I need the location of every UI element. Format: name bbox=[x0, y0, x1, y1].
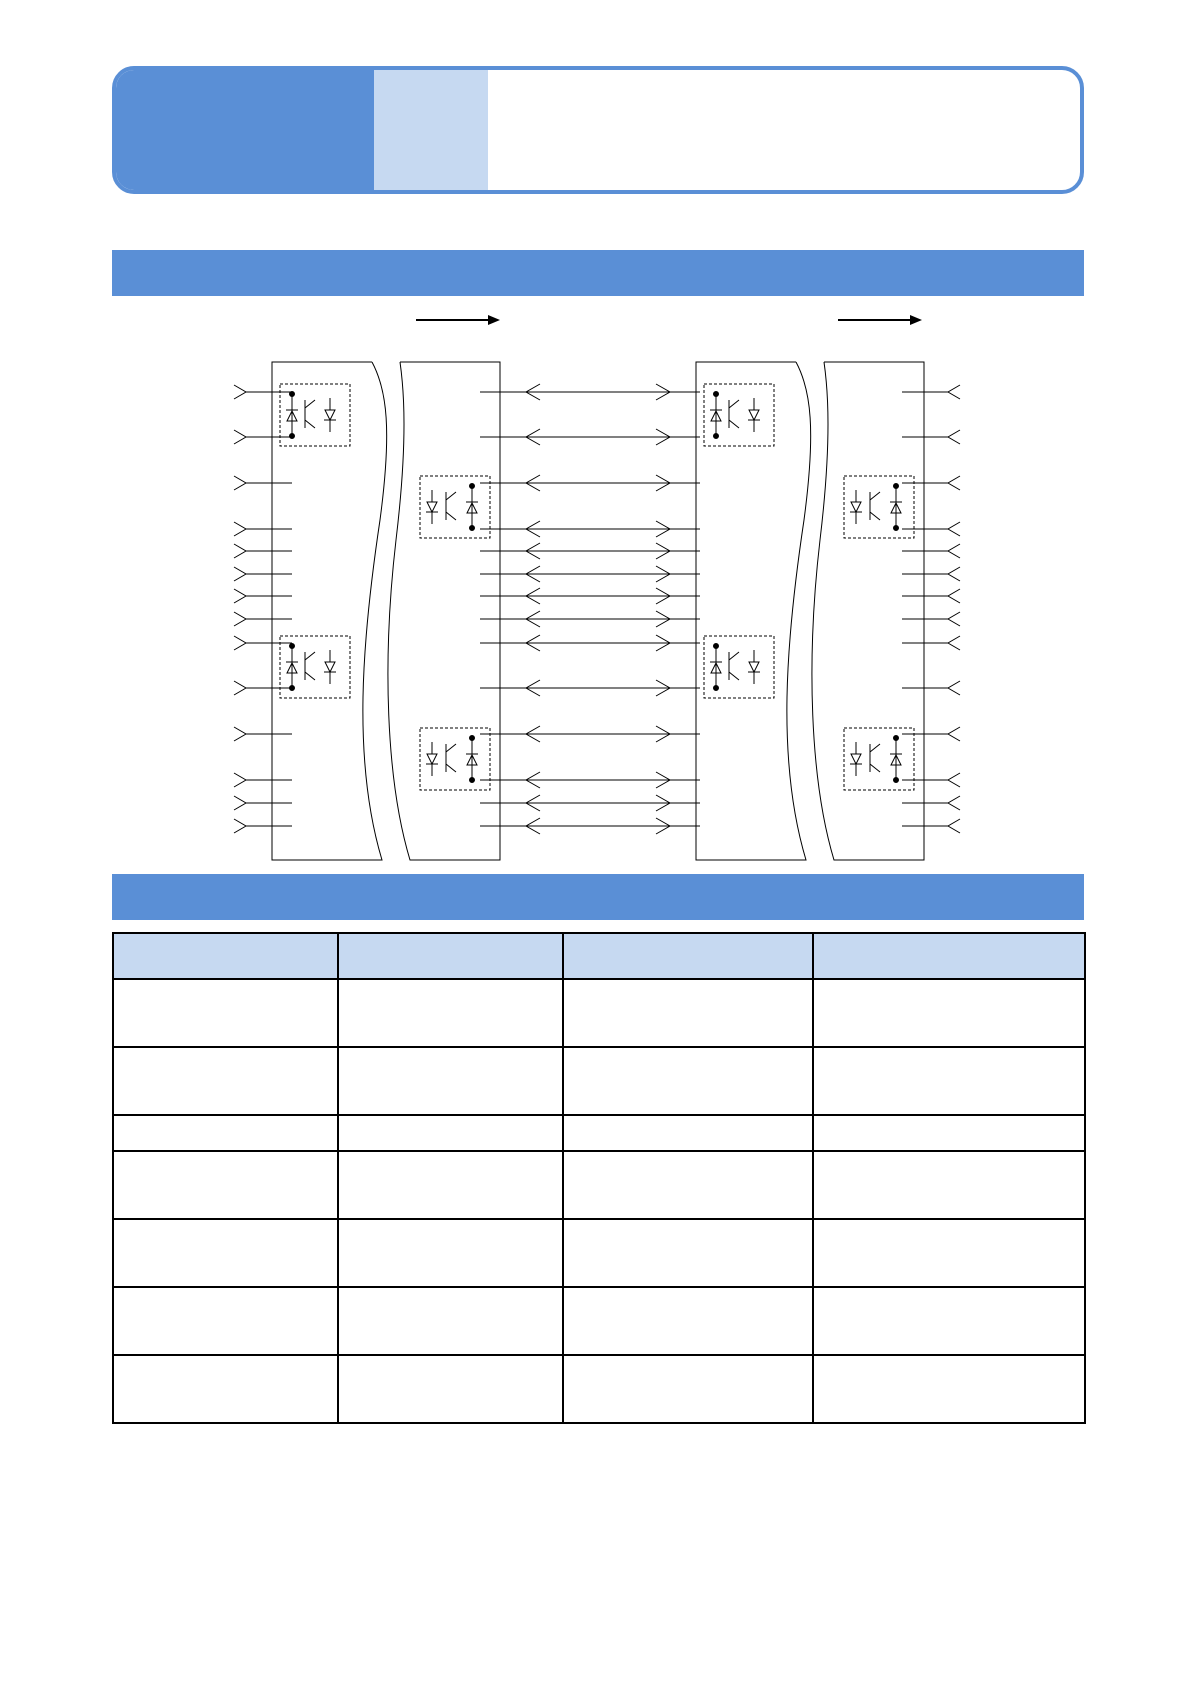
table-cell bbox=[563, 1219, 813, 1287]
diode-symbol bbox=[749, 410, 759, 420]
junction-dot bbox=[290, 434, 295, 439]
junction-dot bbox=[894, 778, 899, 783]
pin-chevron bbox=[234, 476, 246, 490]
phototransistor bbox=[305, 652, 315, 680]
junction-dot bbox=[470, 526, 475, 531]
arrow-head bbox=[488, 315, 500, 325]
arrow-head bbox=[910, 315, 922, 325]
pin-chevron bbox=[948, 567, 960, 581]
table-row bbox=[113, 1151, 1085, 1219]
phototransistor bbox=[870, 492, 880, 520]
table-cell bbox=[113, 1287, 338, 1355]
phototransistor bbox=[446, 492, 456, 520]
pin-chevron bbox=[948, 612, 960, 626]
junction-dot bbox=[714, 392, 719, 397]
pin-chevron bbox=[948, 430, 960, 444]
table-cell bbox=[113, 979, 338, 1047]
column-header bbox=[563, 933, 813, 979]
pin-chevron bbox=[948, 522, 960, 536]
diagram-lines bbox=[234, 315, 960, 860]
section-bar-specifications bbox=[112, 874, 1084, 920]
table-cell bbox=[338, 1151, 563, 1219]
table-cell bbox=[563, 979, 813, 1047]
pin-chevron bbox=[948, 796, 960, 810]
diode-symbol bbox=[851, 754, 861, 764]
pin-chevron bbox=[948, 681, 960, 695]
pin-chevron bbox=[234, 544, 246, 558]
pin-chevron bbox=[948, 773, 960, 787]
pin-chevron bbox=[234, 385, 246, 399]
table-cell bbox=[338, 1047, 563, 1115]
table-cell bbox=[338, 1355, 563, 1423]
pin-chevron bbox=[948, 636, 960, 650]
table-cell bbox=[113, 1355, 338, 1423]
table-header-row bbox=[113, 933, 1085, 979]
pin-chevron bbox=[234, 727, 246, 741]
column-header bbox=[113, 933, 338, 979]
optocoupler-box bbox=[420, 476, 490, 538]
optocoupler-box bbox=[420, 728, 490, 790]
table-cell bbox=[113, 1115, 338, 1151]
junction-dot bbox=[894, 484, 899, 489]
pin-chevron bbox=[948, 589, 960, 603]
junction-dot bbox=[470, 736, 475, 741]
pin-chevron bbox=[234, 522, 246, 536]
table-row bbox=[113, 1287, 1085, 1355]
junction-dot bbox=[714, 434, 719, 439]
diode-symbol bbox=[427, 502, 437, 512]
phototransistor bbox=[305, 400, 315, 428]
junction-dot bbox=[470, 778, 475, 783]
diode-symbol bbox=[749, 662, 759, 672]
pin-chevron bbox=[948, 819, 960, 833]
pin-chevron bbox=[234, 819, 246, 833]
pin-chevron bbox=[948, 727, 960, 741]
table-cell bbox=[338, 1115, 563, 1151]
table-row bbox=[113, 1115, 1085, 1151]
table-cell bbox=[563, 1047, 813, 1115]
pin-chevron bbox=[234, 773, 246, 787]
diode-symbol bbox=[851, 502, 861, 512]
pin-chevron bbox=[234, 430, 246, 444]
pin-chevron bbox=[948, 544, 960, 558]
table-cell bbox=[563, 1287, 813, 1355]
table-cell bbox=[563, 1115, 813, 1151]
diode-symbol bbox=[325, 662, 335, 672]
junction-dot bbox=[470, 484, 475, 489]
diode-symbol bbox=[325, 410, 335, 420]
pin-chevron bbox=[234, 589, 246, 603]
pin-chevron bbox=[234, 567, 246, 581]
table-cell bbox=[813, 979, 1085, 1047]
phototransistor bbox=[729, 400, 739, 428]
junction-dot bbox=[290, 644, 295, 649]
junction-dot bbox=[894, 526, 899, 531]
table-cell bbox=[563, 1151, 813, 1219]
junction-dot bbox=[714, 686, 719, 691]
table-cell bbox=[813, 1355, 1085, 1423]
pin-chevron bbox=[234, 636, 246, 650]
junction-dot bbox=[894, 736, 899, 741]
table-cell bbox=[813, 1047, 1085, 1115]
phototransistor bbox=[446, 744, 456, 772]
column-header bbox=[813, 933, 1085, 979]
table-cell bbox=[338, 1287, 563, 1355]
pin-chevron bbox=[234, 612, 246, 626]
table-cell bbox=[813, 1219, 1085, 1287]
table-cell bbox=[813, 1151, 1085, 1219]
pin-chevron bbox=[948, 385, 960, 399]
pin-chevron bbox=[948, 476, 960, 490]
table-cell bbox=[338, 1219, 563, 1287]
table-row bbox=[113, 1047, 1085, 1115]
diode-symbol bbox=[427, 754, 437, 764]
table-cell bbox=[813, 1287, 1085, 1355]
pin-chevron bbox=[234, 681, 246, 695]
table-row bbox=[113, 979, 1085, 1047]
table-cell bbox=[813, 1115, 1085, 1151]
table-cell bbox=[563, 1355, 813, 1423]
junction-dot bbox=[290, 686, 295, 691]
optocoupler-box bbox=[844, 728, 914, 790]
table-cell bbox=[338, 979, 563, 1047]
table-cell bbox=[113, 1047, 338, 1115]
junction-dot bbox=[290, 392, 295, 397]
pin-chevron bbox=[234, 796, 246, 810]
specification-table bbox=[112, 932, 1086, 1424]
phototransistor bbox=[729, 652, 739, 680]
table-cell bbox=[113, 1219, 338, 1287]
table-row bbox=[113, 1219, 1085, 1287]
phototransistor bbox=[870, 744, 880, 772]
junction-dot bbox=[714, 644, 719, 649]
column-header bbox=[338, 933, 563, 979]
table-cell bbox=[113, 1151, 338, 1219]
table-row bbox=[113, 1355, 1085, 1423]
